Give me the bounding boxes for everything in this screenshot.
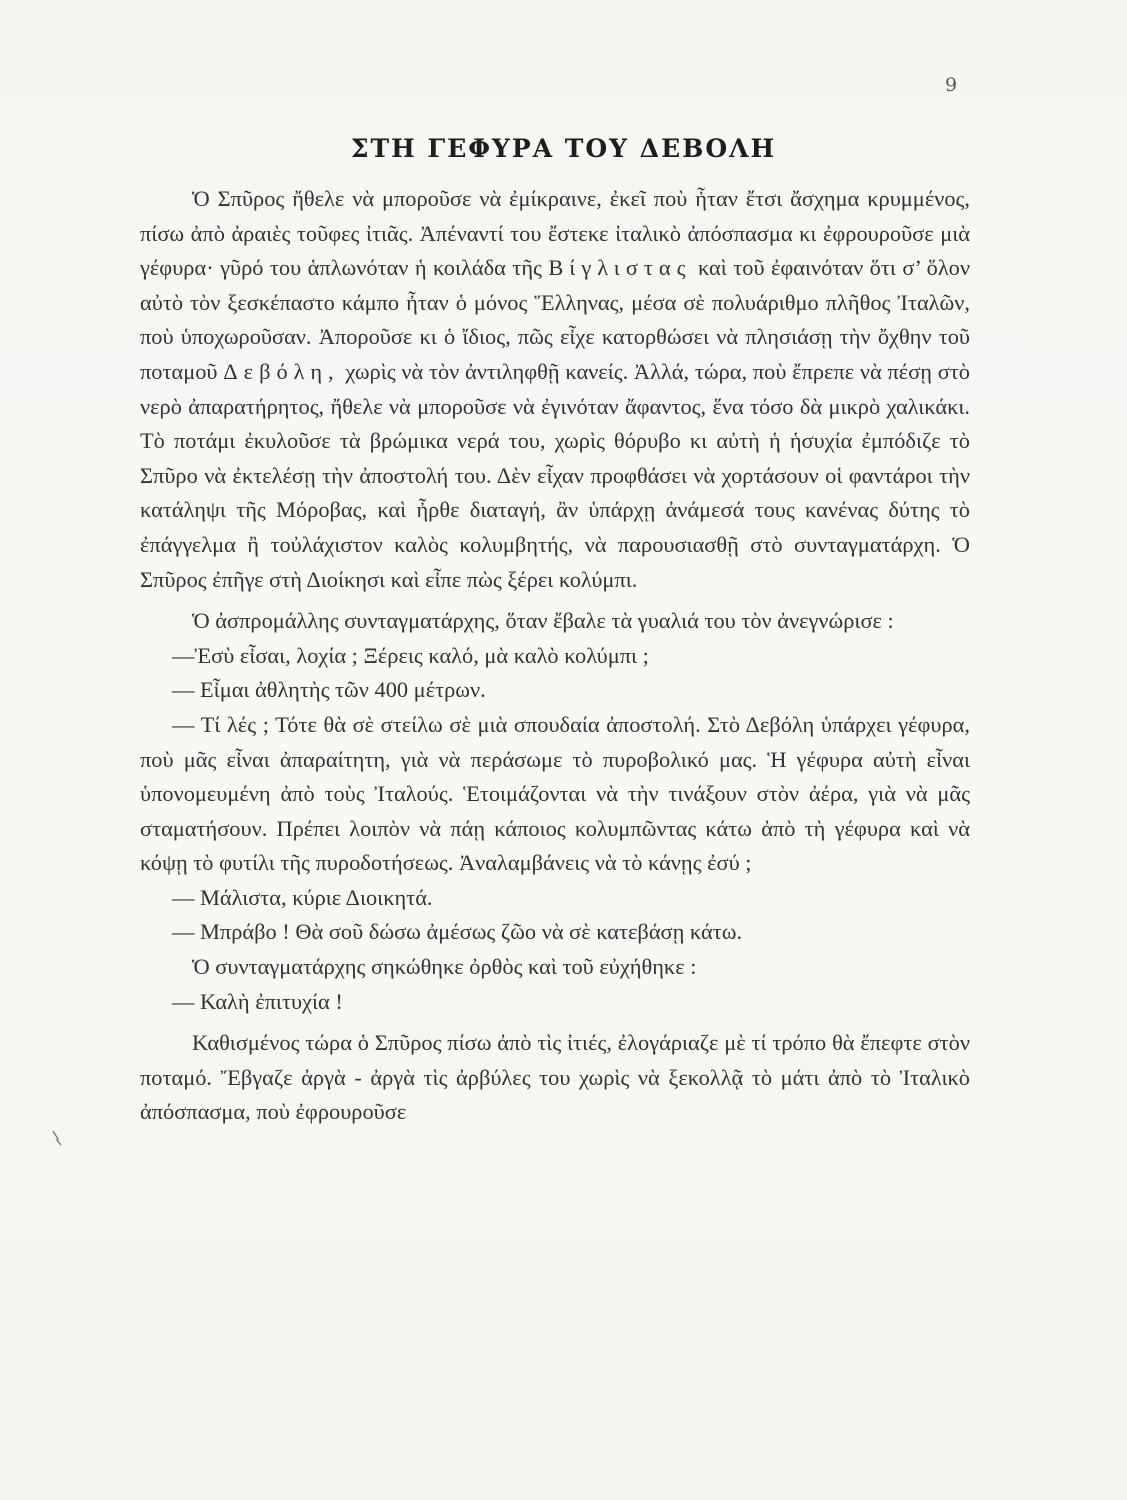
dialogue-line: — Τί λές ; Τότε θὰ σὲ στείλω σὲ μιὰ σπουδαία ἀποστολή. Στὸ Δεβόλη ὑπάρχει γέφυρα, ποὺ μᾶς εἶναι ἀπαραίτητη, γιὰ νὰ περάσωμε τὸ πυροβολικό μας. Ἡ γέφυρα αὐτὴ εἶναι ὑπονομευμένη ἀπὸ τοὺς Ἰταλούς. Ἑτοιμάζονται νὰ τὴν τινάξουν στὸν ἀέρα, γιὰ νὰ μᾶς σταματήσουν. Πρέπει λοιπὸν νὰ πάῃ κάποιος κολυμπῶντας κάτω ἀπὸ τὴ γέφυρα καὶ νὰ κόψῃ τὸ φυτίλι τῆς πυροδοτήσεως. Ἀναλαμβάνεις νὰ τὸ κάνῃς ἐσύ ;: [140, 711, 970, 876]
paragraph-text: Ὁ Σπῦρος ἤθελε νὰ μποροῦσε νὰ ἐμίκραινε, ἐκεῖ ποὺ ἦταν ἔτσι ἄσχημα κρυμμένος, πίσω ἀπὸ ἀραιὲς τοῦφες ἰτιᾶς. Ἀπέναντί του ἔστεκε ἰταλικὸ ἀπόσπασμα κι ἐφρουροῦσε μιὰ γέφυρα· γῦρό του ἁπλωνόταν ἡ κοιλάδα τῆς: [140, 186, 970, 281]
paragraph-text: καὶ τοῦ ἐφαινόταν ὅτι σ’ ὅλον αὐτὸ τὸν ξεσκέπαστο κάμπο ἦταν ὁ μόνος Ἕλληνας, μέσα σὲ πολυάριθμο πλῆθος Ἰταλῶν, ποὺ ὑποχωροῦσαν. Ἀποροῦσε κι ὁ ἴδιος, πῶς εἶχε κατορθώσει νὰ πλησιάσῃ τὴν ὄχθην τοῦ ποταμοῦ: [140, 255, 971, 384]
place-name-viglista: Βίγλιστας: [548, 255, 692, 281]
dialogue-line: —Ἐσὺ εἶσαι, λοχία ; Ξέρεις καλό, μὰ καλὸ κολύμπι ;: [172, 642, 649, 668]
dialogue-line: — Μπράβο ! Θὰ σοῦ δώσω ἀμέσως ζῶο νὰ σὲ κατεβάσῃ κάτω.: [172, 919, 743, 945]
narration-line: Ὁ συνταγματάρχης σηκώθηκε ὀρθὸς καὶ τοῦ εὐχήθηκε :: [192, 954, 697, 980]
dialogue-line: — Μάλιστα, κύριε Διοικητά.: [172, 884, 433, 910]
paragraph-closing: Καθισμένος τώρα ὁ Σπῦρος πίσω ἀπὸ τὶς ἰτιές, ἐλογάριαζε μὲ τί τρόπο θὰ ἔπεφτε στὸν ποταμό. Ἔβγαζε ἀργὰ - ἀργὰ τὶς ἀρβύλες του χωρὶς νὰ ξεκολλᾷ τὸ μάτι ἀπὸ τὸ Ἰταλικὸ ἀπόσπασμα, ποὺ ἐφρουροῦσε: [140, 1030, 970, 1125]
paragraph-opening: [140, 182, 970, 597]
paragraph-colonel: Ὁ ἀσπρομάλλης συνταγματάρχης, ὅταν ἔβαλε τὰ γυαλιά του τὸν ἀνεγνώρισε :: [192, 608, 894, 634]
stray-mark-icon: [52, 1130, 62, 1146]
dialogue-line: — Καλὴ ἐπιτυχία !: [172, 988, 343, 1014]
page-number: 9: [945, 74, 958, 96]
dialogue-line: — Εἶμαι ἀθλητὴς τῶν 400 μέτρων.: [172, 677, 486, 703]
chapter-title: ΣΤΗ ΓΕΦΥΡΑ ΤΟΥ ΔΕΒΟΛΗ: [350, 134, 777, 163]
paragraph-text: χωρὶς νὰ τὸν ἀντιληφθῇ κανείς. Ἀλλά, τώρα, ποὺ ἔπρεπε νὰ πέσῃ στὸ νερὸ ἀπαρατήρητος, ἤθελε νὰ μποροῦσε νὰ ἐγινόταν ἄφαντος, ἕνα τόσο δὰ μικρὸ χαλικάκι. Τὸ ποτάμι ἐκυλοῦσε τὰ βρώμικα νερά του, χωρὶς θόρυβο κι αὐτὴ ἡ ἡσυχία ἐμπόδιζε τὸ Σπῦρο νὰ ἐκτελέσῃ τὴν ἀποστολή του. Δὲν εἶχαν προφθάσει νὰ χορτάσουν οἱ φαντάροι τὴν κατάληψι τῆς Μόροβας, καὶ ἦρθε διαταγή, ἂν ὑπάρχῃ ἀνάμεσά τους κανένας δύτης τὸ ἐπάγγελμα ἢ τοὐλάχιστον καλὸς κολυμβητής, νὰ παρουσιασθῇ στὸ συνταγματάρχη. Ὁ Σπῦρος ἐπῆγε στὴ Διοίκησι καὶ εἶπε πὼς ξέρει κολύμπι.: [140, 358, 970, 592]
river-name-devoli: Δεβόλη,: [223, 358, 340, 384]
chapter-body: [140, 182, 970, 1130]
